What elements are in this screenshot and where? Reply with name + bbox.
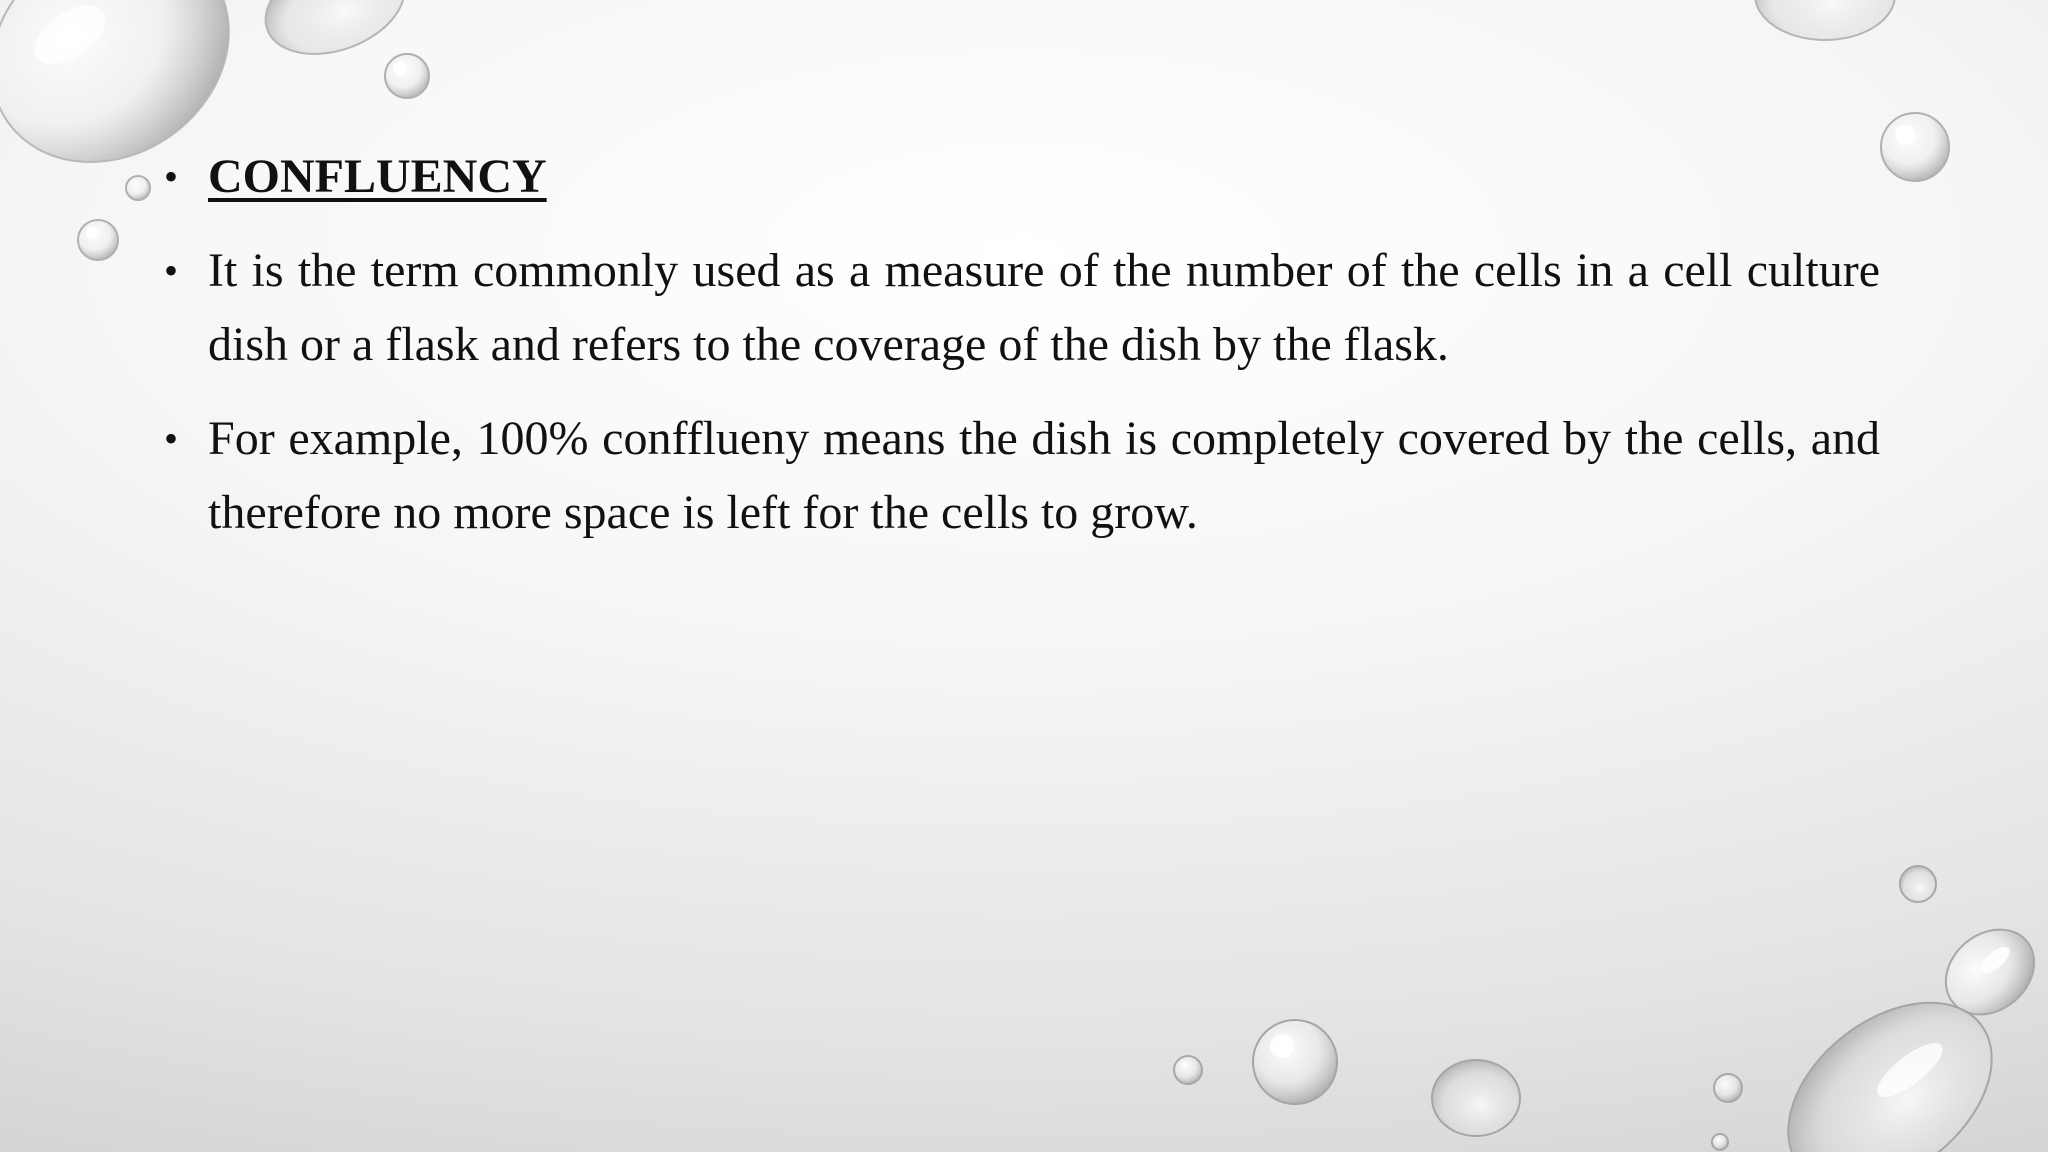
drop-bottom-center-3: [1432, 1060, 1520, 1136]
drop-bottom-center-1: [1174, 1056, 1202, 1084]
drop-left-small-1: [126, 176, 150, 200]
bullet-dot: •: [164, 416, 179, 461]
drop-left-small-2: [78, 220, 118, 260]
slide-heading: CONFLUENCY: [208, 150, 547, 203]
drop-bottom-right-small-3: [1712, 1134, 1728, 1150]
bullet-example-text: For example, 100% confflueny means the dish is completely covered by the cells, and therefore no more space is left for the cells to grow.: [208, 412, 1880, 539]
drop-top-right: [1755, 0, 1895, 40]
bullet-heading: [160, 140, 1880, 214]
drop-bottom-center-2: [1253, 1020, 1337, 1104]
slide-content: [160, 140, 1880, 570]
drop-bottom-right-small-1: [1900, 866, 1936, 902]
bullet-dot: •: [164, 248, 179, 293]
drop-bottom-right-small-2: [1714, 1074, 1742, 1102]
bullet-definition: [160, 234, 1880, 382]
drop-right-medium: [1881, 113, 1949, 181]
bullet-example: [160, 402, 1880, 550]
bullet-dot: •: [164, 154, 179, 199]
bullet-definition-text: It is the term commonly used as a measure of the number of the cells in a cell culture dish or a flask and refers to the coverage of the dish by the flask.: [208, 244, 1880, 371]
drop-top-left-small: [385, 54, 429, 98]
